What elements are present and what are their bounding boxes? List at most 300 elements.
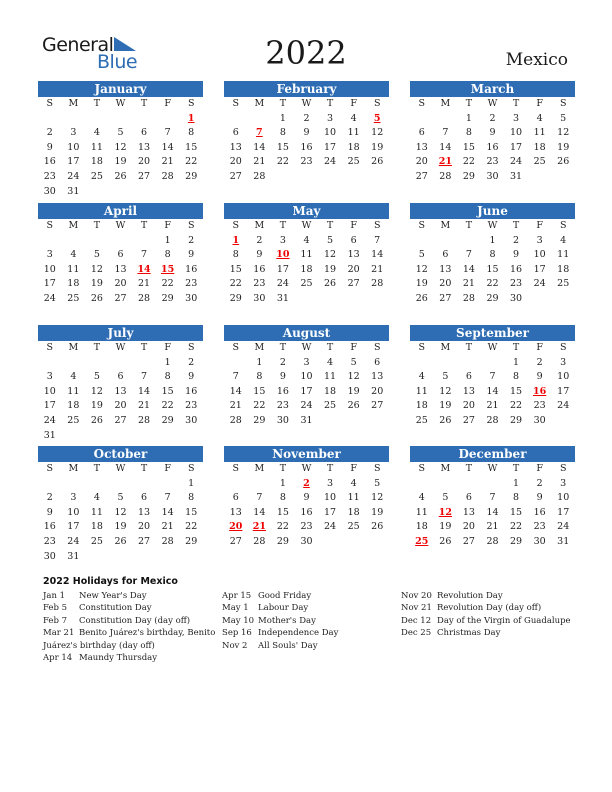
- weekday-label: S: [559, 220, 567, 231]
- day-cell: 2: [489, 112, 496, 124]
- day-cell: 23: [300, 156, 313, 168]
- month-april: [38, 203, 203, 307]
- empty-cell: [62, 477, 86, 492]
- day-cell: 17: [300, 385, 313, 397]
- day-cell: 10: [43, 263, 56, 275]
- month-august: [224, 325, 389, 429]
- day-cell: 28: [161, 535, 174, 547]
- day-cell: 9: [489, 127, 496, 139]
- holiday-date: Jan 1: [43, 591, 66, 601]
- day-cell: 25: [67, 414, 80, 426]
- holiday-day: 16: [533, 385, 547, 397]
- day-cell: 17: [67, 156, 80, 168]
- day-cell: 26: [114, 170, 127, 182]
- logo-blue: Blue: [97, 51, 138, 73]
- month-header: March: [410, 81, 575, 97]
- empty-cell: [132, 234, 156, 249]
- day-cell: 18: [90, 521, 103, 533]
- holiday-row: [43, 640, 215, 652]
- day-cell: 19: [415, 278, 428, 290]
- holiday-date: Dec 25: [401, 628, 432, 639]
- day-cell: 6: [141, 492, 148, 504]
- day-cell: 29: [486, 292, 499, 304]
- day-cell: 12: [439, 385, 452, 397]
- day-cell: 12: [324, 249, 337, 261]
- day-cell: 14: [161, 506, 174, 518]
- day-cell: 23: [253, 278, 266, 290]
- holiday-row: [43, 652, 215, 664]
- day-cell: 26: [90, 414, 103, 426]
- day-cell: 20: [114, 400, 127, 412]
- weekday-label: T: [465, 220, 473, 231]
- holiday-day: 1: [232, 234, 240, 246]
- weekday-label: F: [536, 463, 543, 474]
- weekday-label: S: [187, 463, 195, 474]
- empty-cell: [434, 112, 458, 127]
- day-cell: 28: [161, 170, 174, 182]
- day-cell: 22: [276, 156, 289, 168]
- holiday-name: New Year's Day: [79, 591, 147, 601]
- day-cell: 26: [324, 278, 337, 290]
- weekday-label: M: [254, 98, 265, 109]
- day-cell: 24: [67, 535, 80, 547]
- day-cell: 11: [533, 127, 546, 139]
- day-cell: 13: [347, 249, 360, 261]
- day-cell: 12: [371, 127, 384, 139]
- day-cell: 11: [324, 371, 337, 383]
- day-cell: 19: [90, 400, 103, 412]
- day-cell: 30: [486, 170, 499, 182]
- day-cell: 17: [67, 521, 80, 533]
- day-cell: 26: [90, 292, 103, 304]
- day-cell: 28: [138, 292, 151, 304]
- day-cell: 27: [347, 278, 360, 290]
- day-cell: 24: [557, 400, 570, 412]
- empty-cell: [38, 477, 62, 492]
- day-cell: 5: [117, 127, 124, 139]
- day-cell: 19: [439, 400, 452, 412]
- year-title: 2022: [265, 34, 347, 72]
- day-cell: 9: [303, 127, 310, 139]
- day-cell: 17: [557, 506, 570, 518]
- empty-cell: [434, 477, 458, 492]
- empty-cell: [85, 112, 109, 127]
- month-february: [224, 81, 389, 185]
- month-header: August: [224, 325, 389, 341]
- day-cell: 29: [229, 292, 242, 304]
- day-cell: 29: [510, 414, 523, 426]
- day-cell: 9: [536, 371, 543, 383]
- day-cell: 4: [418, 492, 425, 504]
- day-cell: 28: [439, 170, 452, 182]
- month-header: June: [410, 203, 575, 219]
- weekday-label: S: [373, 220, 381, 231]
- day-cell: 19: [557, 141, 570, 153]
- weekday-label: F: [164, 342, 171, 353]
- weekday-label: T: [140, 98, 148, 109]
- day-cell: 15: [276, 506, 289, 518]
- day-cell: 9: [536, 492, 543, 504]
- day-cell: 2: [188, 234, 195, 246]
- holiday-name: Juárez's birthday (day off): [43, 640, 155, 651]
- day-cell: 21: [138, 400, 151, 412]
- day-cell: 4: [303, 234, 310, 246]
- day-cell: 13: [114, 385, 127, 397]
- holiday-day: 10: [276, 249, 290, 261]
- logo-general: General: [42, 34, 114, 56]
- day-cell: 12: [347, 371, 360, 383]
- weekday-label: S: [559, 98, 567, 109]
- day-cell: 3: [303, 356, 310, 368]
- day-cell: 7: [489, 492, 496, 504]
- day-cell: 9: [279, 371, 286, 383]
- day-cell: 5: [560, 112, 567, 124]
- holiday-name: Constitution Day: [79, 603, 152, 614]
- day-cell: 23: [185, 278, 198, 290]
- day-cell: 10: [324, 127, 337, 139]
- day-cell: 25: [67, 292, 80, 304]
- empty-cell: [224, 477, 248, 492]
- day-cell: 30: [533, 414, 546, 426]
- day-cell: 16: [185, 263, 198, 275]
- day-cell: 12: [371, 492, 384, 504]
- day-cell: 16: [533, 506, 546, 518]
- weekday-label: T: [93, 98, 101, 109]
- day-cell: 19: [347, 385, 360, 397]
- day-cell: 30: [43, 550, 56, 562]
- day-cell: 22: [229, 278, 242, 290]
- day-cell: 13: [229, 506, 242, 518]
- weekday-label: T: [326, 98, 334, 109]
- day-cell: 10: [43, 385, 56, 397]
- day-cell: 4: [418, 371, 425, 383]
- day-cell: 12: [415, 263, 428, 275]
- weekday-label: S: [187, 98, 195, 109]
- empty-cell: [38, 356, 62, 371]
- day-cell: 1: [164, 234, 171, 246]
- day-grid: [38, 219, 203, 307]
- day-cell: 25: [300, 278, 313, 290]
- holiday-row: [43, 602, 215, 614]
- month-june: [410, 203, 575, 307]
- day-cell: 29: [462, 170, 475, 182]
- day-cell: 8: [188, 492, 195, 504]
- weekday-label: S: [418, 220, 426, 231]
- empty-cell: [224, 112, 248, 127]
- empty-cell: [410, 234, 434, 249]
- day-cell: 18: [67, 278, 80, 290]
- day-cell: 6: [117, 249, 124, 261]
- empty-cell: [38, 234, 62, 249]
- day-cell: 7: [256, 492, 263, 504]
- day-cell: 9: [513, 249, 520, 261]
- day-cell: 4: [70, 371, 77, 383]
- month-january: [38, 81, 203, 199]
- day-cell: 20: [462, 521, 475, 533]
- day-cell: 31: [67, 185, 80, 197]
- day-cell: 30: [510, 292, 523, 304]
- day-cell: 9: [188, 249, 195, 261]
- day-cell: 11: [90, 141, 103, 153]
- day-cell: 30: [300, 535, 313, 547]
- day-cell: 6: [465, 371, 472, 383]
- holiday-day: 21: [252, 521, 266, 533]
- day-cell: 23: [510, 278, 523, 290]
- day-cell: 9: [256, 249, 263, 261]
- day-cell: 22: [185, 156, 198, 168]
- holiday-date: Dec 12: [401, 615, 432, 626]
- day-cell: 10: [67, 141, 80, 153]
- day-cell: 9: [303, 492, 310, 504]
- weekday-label: S: [232, 220, 240, 231]
- holiday-row: [401, 615, 571, 627]
- day-cell: 8: [279, 492, 286, 504]
- empty-cell: [132, 477, 156, 492]
- day-cell: 20: [415, 156, 428, 168]
- day-cell: 17: [43, 400, 56, 412]
- weekday-label: W: [487, 342, 498, 353]
- day-cell: 21: [229, 400, 242, 412]
- weekday-label: S: [559, 463, 567, 474]
- month-header: July: [38, 325, 203, 341]
- day-cell: 29: [276, 535, 289, 547]
- day-cell: 11: [90, 506, 103, 518]
- holiday-column: [222, 590, 338, 652]
- day-cell: 20: [347, 263, 360, 275]
- empty-cell: [410, 112, 434, 127]
- weekday-label: S: [46, 220, 54, 231]
- day-cell: 21: [462, 278, 475, 290]
- holiday-row: [43, 615, 215, 627]
- day-cell: 8: [164, 371, 171, 383]
- day-cell: 11: [415, 506, 428, 518]
- day-cell: 2: [303, 112, 310, 124]
- day-cell: 23: [185, 400, 198, 412]
- day-cell: 6: [350, 234, 357, 246]
- day-cell: 27: [229, 170, 242, 182]
- day-cell: 18: [347, 141, 360, 153]
- day-cell: 8: [465, 127, 472, 139]
- day-cell: 30: [185, 292, 198, 304]
- holiday-day: 15: [161, 263, 175, 275]
- day-cell: 10: [67, 506, 80, 518]
- day-cell: 2: [46, 492, 53, 504]
- day-cell: 8: [489, 249, 496, 261]
- day-cell: 14: [486, 506, 499, 518]
- day-cell: 22: [462, 156, 475, 168]
- holiday-row: [222, 602, 338, 614]
- day-cell: 2: [46, 127, 53, 139]
- day-cell: 25: [324, 400, 337, 412]
- month-july: [38, 325, 203, 443]
- day-cell: 6: [232, 127, 239, 139]
- day-cell: 1: [465, 112, 472, 124]
- holiday-name: Constitution Day (day off): [79, 615, 191, 626]
- day-cell: 10: [324, 492, 337, 504]
- day-cell: 26: [371, 156, 384, 168]
- day-cell: 2: [536, 477, 543, 489]
- day-cell: 27: [138, 535, 151, 547]
- day-cell: 19: [371, 141, 384, 153]
- month-header: January: [38, 81, 203, 97]
- day-cell: 27: [462, 535, 475, 547]
- day-cell: 28: [138, 414, 151, 426]
- month-december: [410, 446, 575, 550]
- day-cell: 25: [557, 278, 570, 290]
- day-cell: 1: [164, 356, 171, 368]
- empty-cell: [248, 477, 272, 492]
- holiday-name: Good Friday: [258, 591, 312, 601]
- day-cell: 14: [253, 141, 266, 153]
- day-cell: 25: [347, 156, 360, 168]
- day-cell: 16: [300, 141, 313, 153]
- weekday-label: M: [68, 98, 79, 109]
- day-cell: 3: [536, 234, 543, 246]
- weekday-label: W: [115, 342, 126, 353]
- day-cell: 30: [43, 185, 56, 197]
- day-cell: 18: [557, 263, 570, 275]
- holiday-row: [401, 602, 571, 614]
- day-cell: 19: [439, 521, 452, 533]
- weekday-label: W: [301, 220, 312, 231]
- empty-cell: [109, 477, 133, 492]
- day-cell: 26: [114, 535, 127, 547]
- day-cell: 16: [185, 385, 198, 397]
- empty-cell: [457, 356, 481, 371]
- day-cell: 8: [513, 371, 520, 383]
- empty-cell: [132, 112, 156, 127]
- day-cell: 16: [43, 521, 56, 533]
- day-cell: 30: [185, 414, 198, 426]
- day-cell: 21: [371, 263, 384, 275]
- month-may: [224, 203, 389, 307]
- empty-cell: [156, 477, 180, 492]
- day-cell: 28: [371, 278, 384, 290]
- day-cell: 10: [557, 371, 570, 383]
- day-cell: 16: [43, 156, 56, 168]
- day-cell: 3: [327, 112, 334, 124]
- weekday-label: F: [164, 220, 171, 231]
- day-grid: [224, 462, 389, 550]
- day-cell: 9: [188, 371, 195, 383]
- weekday-label: W: [301, 342, 312, 353]
- weekday-label: M: [440, 220, 451, 231]
- day-cell: 6: [465, 492, 472, 504]
- day-cell: 10: [557, 492, 570, 504]
- empty-cell: [481, 356, 505, 371]
- day-cell: 22: [161, 278, 174, 290]
- day-cell: 20: [138, 156, 151, 168]
- day-cell: 1: [513, 477, 520, 489]
- day-cell: 3: [560, 356, 567, 368]
- day-cell: 28: [229, 414, 242, 426]
- day-cell: 6: [374, 356, 381, 368]
- day-cell: 29: [185, 170, 198, 182]
- day-cell: 1: [188, 477, 195, 489]
- day-cell: 20: [114, 278, 127, 290]
- day-cell: 15: [486, 263, 499, 275]
- day-cell: 2: [536, 356, 543, 368]
- day-cell: 30: [253, 292, 266, 304]
- holiday-date: Nov 2: [222, 640, 248, 651]
- day-cell: 7: [465, 249, 472, 261]
- holiday-name: Revolution Day (day off): [437, 603, 542, 614]
- day-cell: 24: [510, 156, 523, 168]
- day-cell: 10: [510, 127, 523, 139]
- empty-cell: [62, 234, 86, 249]
- day-cell: 5: [442, 492, 449, 504]
- day-cell: 1: [279, 477, 286, 489]
- day-cell: 17: [43, 278, 56, 290]
- day-cell: 24: [67, 170, 80, 182]
- day-cell: 3: [70, 492, 77, 504]
- day-cell: 29: [510, 535, 523, 547]
- day-cell: 12: [90, 385, 103, 397]
- day-cell: 4: [350, 477, 357, 489]
- month-september: [410, 325, 575, 429]
- weekday-label: S: [46, 98, 54, 109]
- day-cell: 21: [486, 521, 499, 533]
- day-cell: 3: [70, 127, 77, 139]
- holiday-day: 5: [373, 112, 381, 124]
- weekday-label: F: [350, 463, 357, 474]
- day-cell: 19: [114, 156, 127, 168]
- holidays-title: 2022 Holidays for Mexico: [43, 576, 178, 587]
- holiday-row: [222, 615, 338, 627]
- weekday-label: F: [536, 220, 543, 231]
- day-cell: 16: [300, 506, 313, 518]
- day-cell: 23: [533, 400, 546, 412]
- day-cell: 9: [46, 506, 53, 518]
- day-cell: 25: [90, 170, 103, 182]
- empty-cell: [62, 356, 86, 371]
- holiday-row: [222, 590, 338, 602]
- day-cell: 22: [276, 521, 289, 533]
- day-cell: 24: [276, 278, 289, 290]
- day-cell: 13: [462, 506, 475, 518]
- day-cell: 29: [185, 535, 198, 547]
- day-cell: 1: [489, 234, 496, 246]
- day-cell: 18: [533, 141, 546, 153]
- day-grid: [410, 219, 575, 307]
- day-grid: [38, 341, 203, 443]
- day-cell: 14: [439, 141, 452, 153]
- day-cell: 27: [371, 400, 384, 412]
- day-cell: 1: [256, 356, 263, 368]
- holiday-date: Apr 15: [222, 591, 252, 601]
- day-cell: 15: [253, 385, 266, 397]
- day-cell: 8: [513, 492, 520, 504]
- day-cell: 2: [256, 234, 263, 246]
- holiday-date: Mar 21: [43, 628, 75, 639]
- day-cell: 20: [462, 400, 475, 412]
- day-cell: 13: [114, 263, 127, 275]
- weekday-label: T: [279, 342, 287, 353]
- day-cell: 28: [486, 414, 499, 426]
- day-cell: 12: [114, 141, 127, 153]
- day-cell: 3: [560, 477, 567, 489]
- weekday-label: S: [46, 463, 54, 474]
- holiday-day: 21: [438, 156, 452, 168]
- country-label: Mexico: [505, 50, 568, 70]
- day-cell: 11: [67, 385, 80, 397]
- day-cell: 22: [161, 400, 174, 412]
- day-cell: 10: [300, 371, 313, 383]
- day-cell: 9: [46, 141, 53, 153]
- holiday-date: Feb 5: [43, 603, 68, 614]
- day-cell: 31: [557, 535, 570, 547]
- day-cell: 23: [43, 535, 56, 547]
